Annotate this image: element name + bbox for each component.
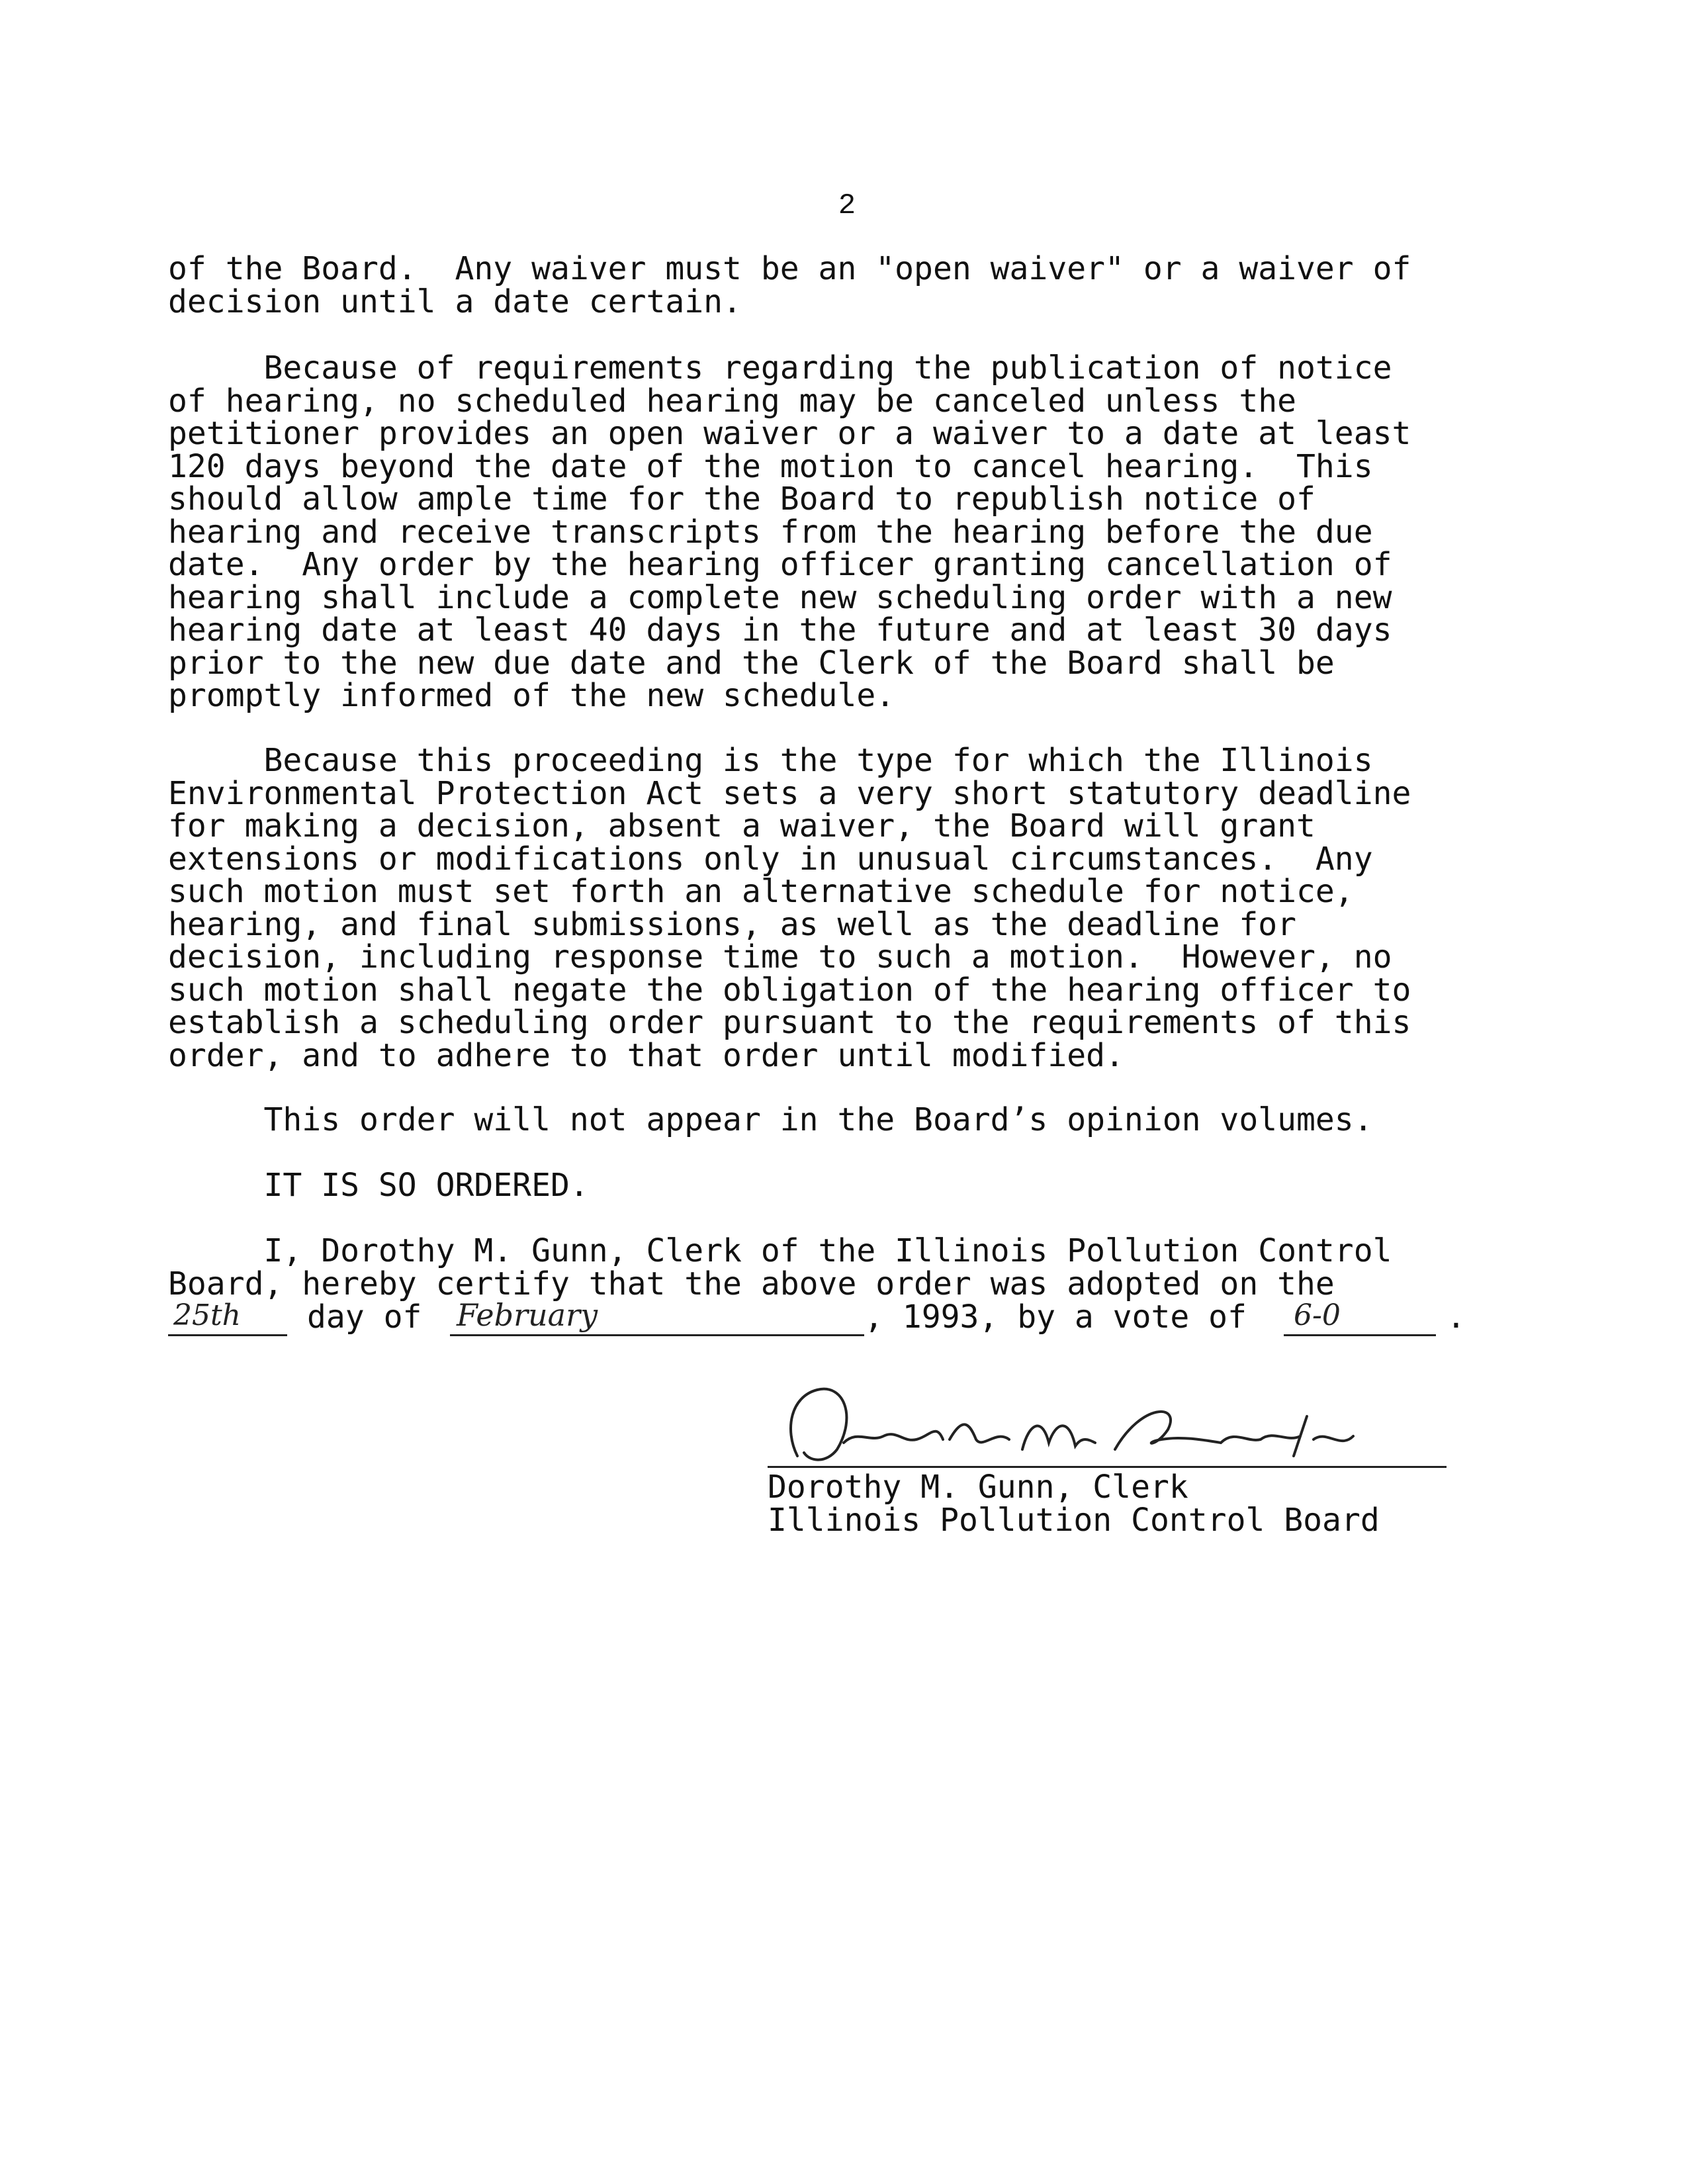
handwritten-vote: 6-0 [1294,1298,1341,1332]
signature-block [768,1471,1380,1537]
handwritten-month: February [457,1297,598,1333]
paragraph-cancel-hearing: Because of requirements regarding the publication of notice of hearing, no scheduled hearing may be canceled unless the petitioner provides an open waiver or a waiver to a date at least 120 days beyond the date of the motion to cancel hearing. This should allow ample time for the Board to republish notice of hearing and receive transcripts from the hearing before the due date. Any order by the hearing officer granting cancellation of hearing shall include a complete new scheduling order with a new hearing date at least 40 days in the future and at least 30 days prior to the new due date and the Clerk of the Board shall be promptly informed of the new schedule. [168,349,1411,714]
handwritten-day: 25th [173,1298,242,1332]
paragraph-waiver: of the Board. Any waiver must be an "open waiver" or a waiver of decision until a date certain. [168,250,1411,320]
paragraph-opinion-volumes: This order will not appear in the Board’s opinion volumes. [168,1101,1373,1138]
paragraph-so-ordered: IT IS SO ORDERED. [168,1167,589,1204]
signer-organization: Illinois Pollution Control Board [768,1502,1380,1539]
clerk-signature-icon [771,1351,1366,1476]
paragraph-certification: I, Dorothy M. Gunn, Clerk of the Illinois Pollution Control Board, hereby certify that the above order was adopted on the [168,1232,1392,1302]
paragraph-extensions: Because this proceeding is the type for which the Illinois Environmental Protection Act sets a very short statutory deadline for making a decision, absent a waiver, the Board will grant extensions or modifications only in unusual circumstances. Any such motion must set forth an alternative schedule for notice, hearing, and final submissions, as well as the deadline for decision, including response time to such a motion. However, no such motion shall negate the obligation of the hearing officer to establish a scheduling order pursuant to the requirements of this order, and to adhere to that order until modified. [168,742,1411,1074]
vote-underline [1284,1334,1436,1336]
month-underline [450,1334,864,1336]
day-underline [168,1334,287,1336]
signer-name: Dorothy M. Gunn, Clerk [768,1469,1188,1506]
day-of-text: day of [307,1298,422,1336]
page-number: 2 [838,189,856,222]
year-vote-text: , 1993, by a vote of [864,1298,1247,1336]
period-text: . [1447,1298,1466,1336]
signature-text: Dorothy M. Gunn [771,1351,1057,1387]
signature-line [768,1466,1447,1468]
